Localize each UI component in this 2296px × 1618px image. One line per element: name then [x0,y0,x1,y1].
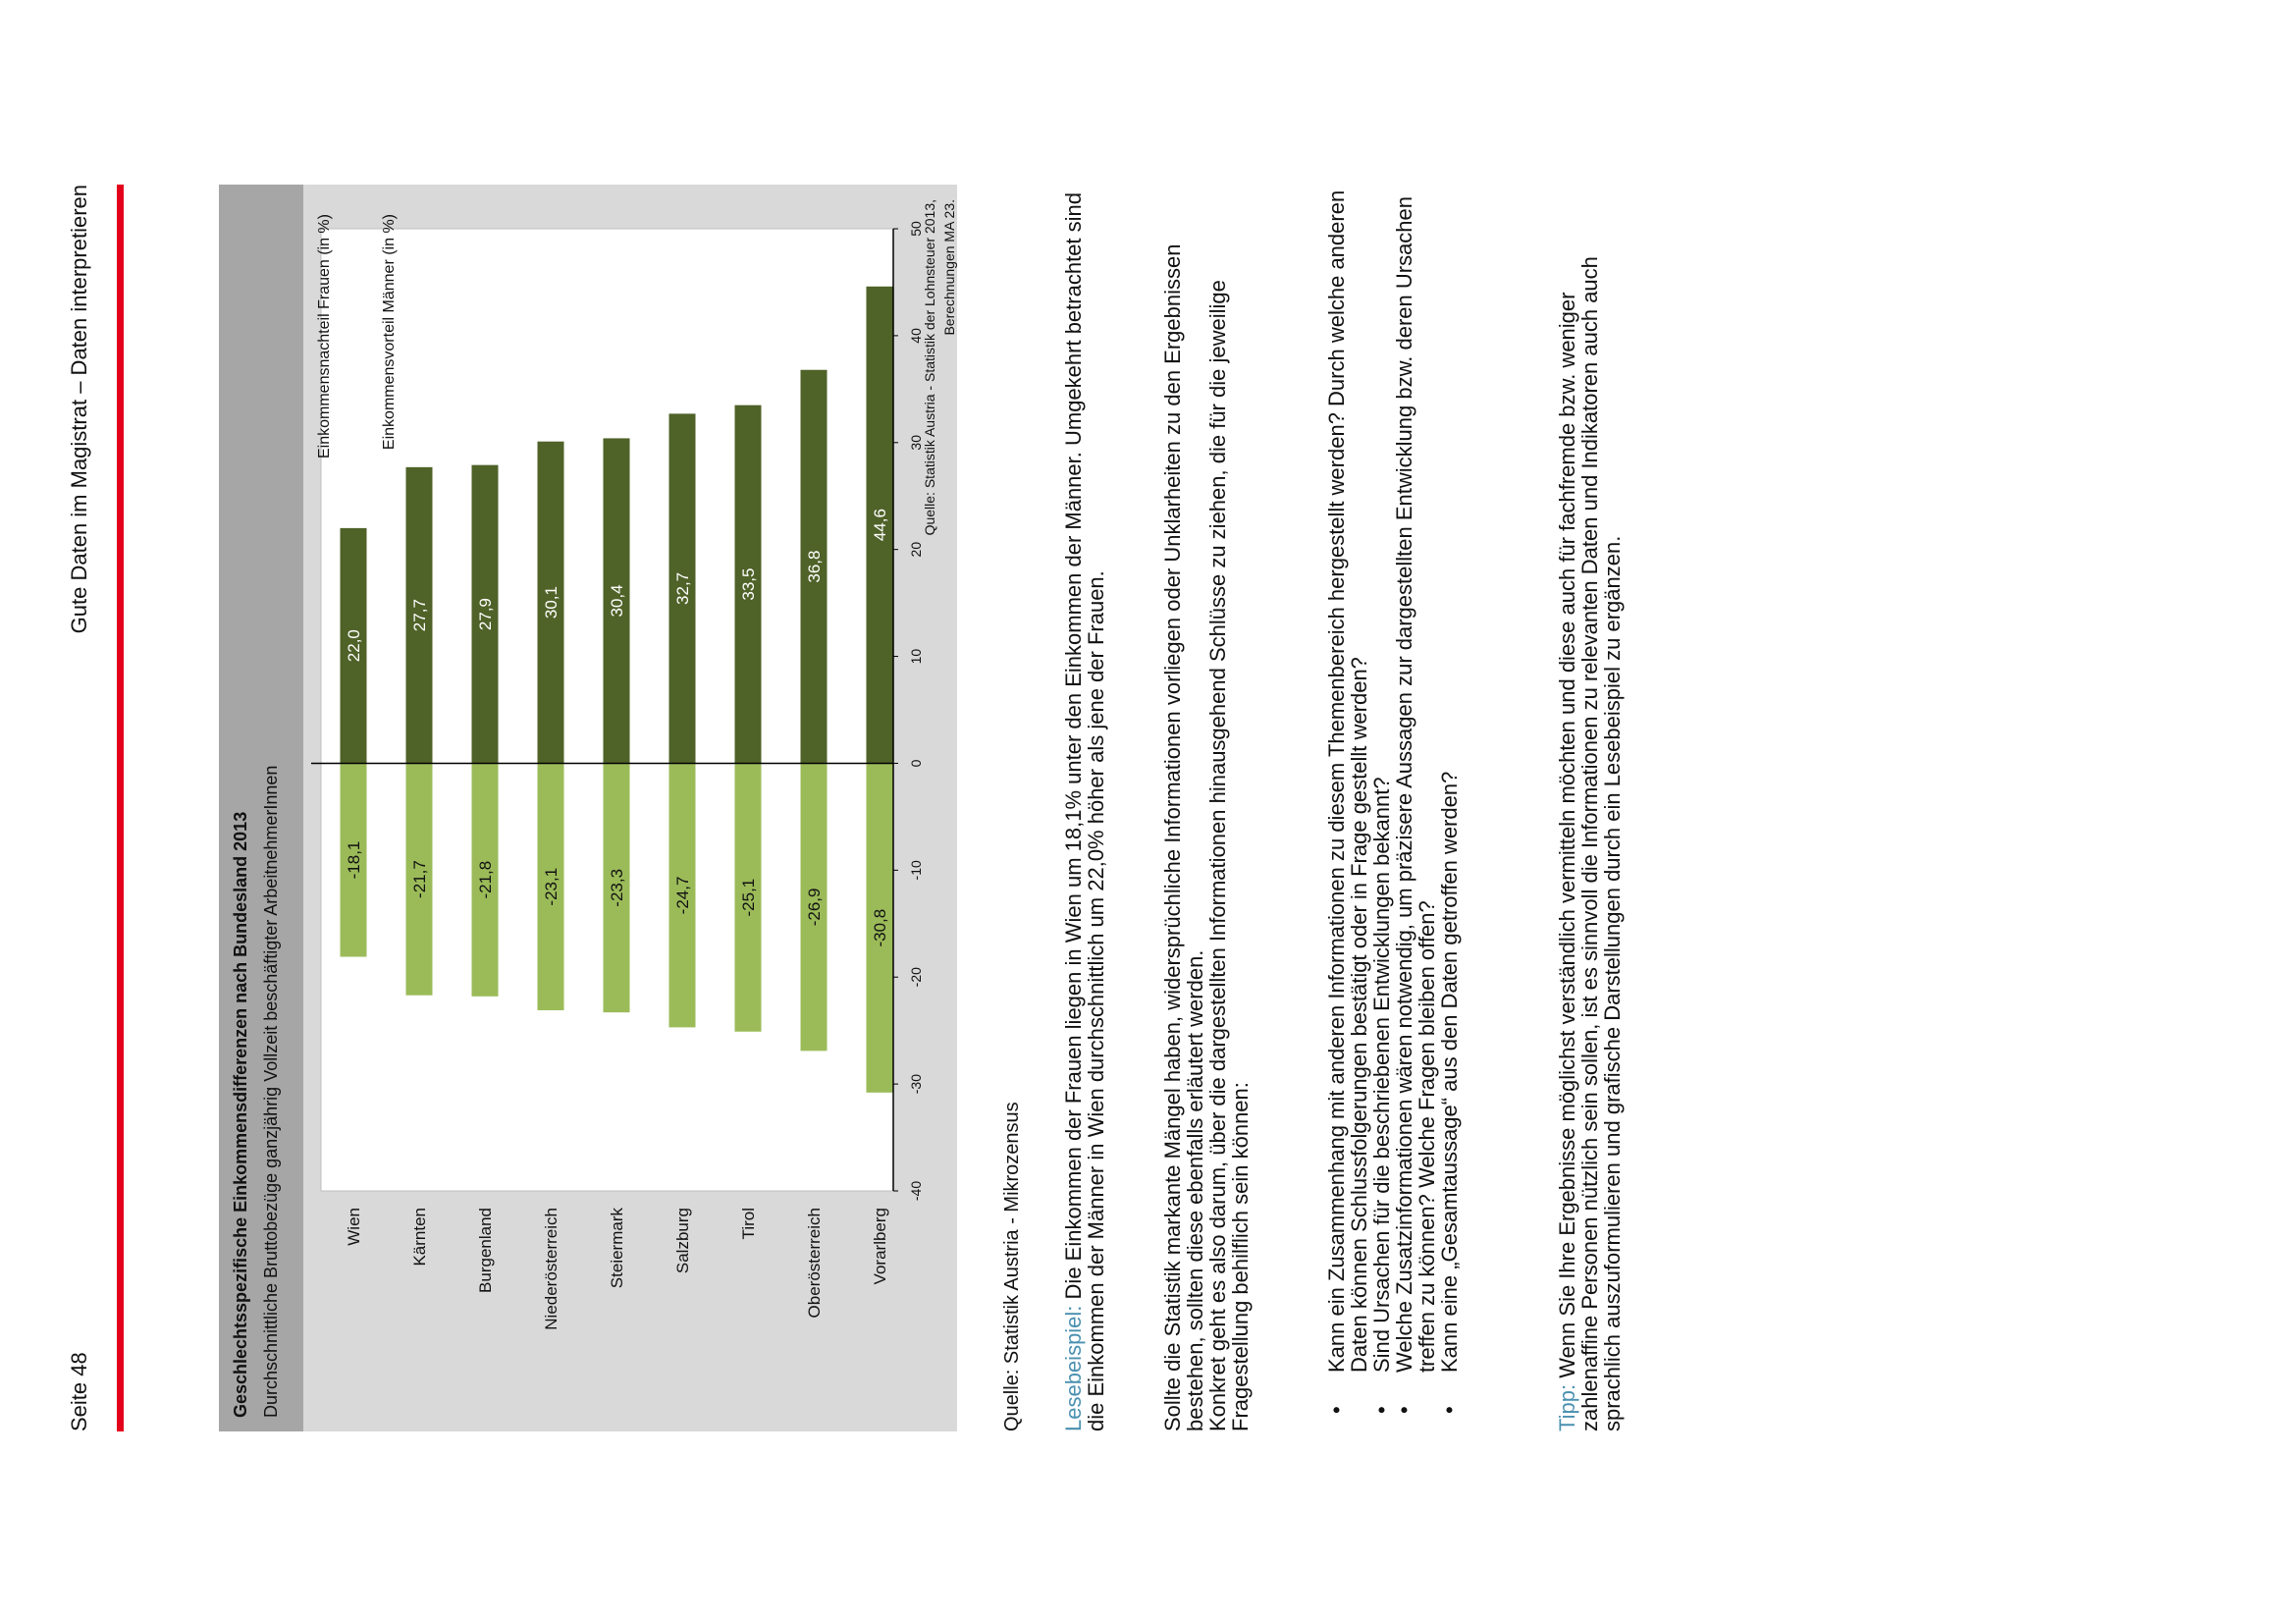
paragraph-2: Konkret geht es also darum, über die dargestellten Informationen hinausgehend Schlüsse zu ziehen, die für die jeweilige Fragestellung behilflich sein können: [1205,280,1253,1431]
data-label-male: 30,1 [542,586,561,620]
category-label: Tirol [739,1208,758,1240]
x-tick-label: 20 [908,541,924,558]
running-title: Gute Daten im Magistrat – Daten interpretieren [67,185,91,634]
data-label-male: 27,7 [410,599,429,632]
data-label-female: -24,7 [673,876,692,915]
legend-label: Einkommensnachteil Frauen (in %) [316,214,333,458]
x-tick-label: -20 [908,967,924,988]
data-label-male: 36,8 [805,550,824,583]
bar-chart [219,185,957,1431]
tip-text: Wenn Sie Ihre Ergebnisse möglichst verständlich vermitteln möchten und diese auch für fachfremde bzw. weniger zahlenaffine Personen nützlich sein sollen, ist es sinnvoll die Informationen zu relevanten Daten und Indikatoren auch auch sprachlich auszuformulieren und grafische Darstellungen durch ein Lesebeispiel zu ergänzen. [1555,256,1625,1431]
list-item: • Sind Ursachen für die beschriebenen Entwicklungen bekannt? [1370,185,1393,1431]
reading-example-text: Die Einkommen der Frauen liegen in Wien um 18,1% unter den Einkommen der Männer. Umgekehrt betrachtet sind die Einkommen der Männer in Wien durchschnittlich um 22,0% höher als jene der Frauen. [1061,191,1108,1431]
explanation-paragraph [1161,185,1252,1431]
data-label-male: 30,4 [608,584,626,618]
category-label: Steiermark [608,1208,626,1289]
page-header [67,185,106,1431]
x-tick-label: 10 [908,648,924,665]
chart-subtitle: Durchschnittliche Bruttobezüge ganzjährig Vollzeit beschäftigter ArbeitnehmerInnen [261,765,281,1418]
list-item: • Welche Zusatzinformationen wären notwendig, um präzisere Aussagen zur dargestellten Entwicklung bzw. deren Ursachen treffen zu können? Welche Fragen bleiben offen? [1393,185,1438,1431]
category-label: Oberösterreich [805,1208,824,1319]
data-label-female: -21,7 [410,860,429,898]
list-item: • Kann ein Zusammenhang mit anderen Informationen zu diesem Themenbereich hergestellt werden? Durch welche anderen Daten können Schlussfolgerungen bestätigt oder in Frage gestellt werden? [1325,185,1370,1431]
data-label-female: -23,3 [608,868,626,907]
x-tick-label: 50 [908,221,924,237]
data-label-female: -25,1 [739,878,758,917]
category-label: Vorarlberg [871,1208,889,1285]
x-tick-label: 30 [908,434,924,451]
x-tick-label: -10 [908,860,924,881]
tip-paragraph [1556,185,1624,1431]
reading-example [1062,185,1107,1431]
category-label: Wien [345,1208,363,1246]
tip-label: Tipp: [1555,1383,1579,1431]
x-tick-label: 40 [908,328,924,344]
header-rule [117,185,124,1431]
data-label-male: 32,7 [673,571,692,605]
paragraph-1: Sollte die Statistik markante Mängel haben, widersprüchliche Informationen vorliegen oder Unklarheiten zu den Ergebnissen bestehen, sollten diese ebenfalls erläutert werden. [1160,243,1207,1431]
data-label-female: -23,1 [542,867,561,906]
chart-title: Geschlechtsspezifische Einkommensdifferenzen nach Bundesland 2013 [231,811,250,1418]
data-label-female: -18,1 [345,840,363,880]
category-label: Kärnten [410,1208,429,1267]
x-tick-label: -30 [908,1073,924,1095]
data-label-male: 27,9 [476,597,495,631]
list-item: • Kann eine „Gesamtaussage“ aus den Daten getroffen werden? [1438,185,1461,1431]
chart-figure [219,185,957,1431]
category-label: Burgenland [476,1208,495,1293]
reading-example-label: Lesebeispiel: [1061,1305,1086,1431]
x-tick-label: 0 [908,759,924,768]
data-label-female: -21,8 [476,860,495,899]
category-label: Niederösterreich [542,1208,561,1330]
source-note: Quelle: Statistik Austria - Mikrozensus [1001,1102,1023,1431]
page-number: Seite 48 [67,1352,91,1431]
data-label-male: 44,6 [871,509,889,542]
chart-source: Quelle: Statistik Austria - Statistik der Lohnsteuer 2013, [922,199,937,536]
x-tick-label: -40 [908,1180,924,1202]
data-label-female: -30,8 [871,908,889,947]
data-label-female: -26,9 [805,888,824,927]
data-label-male: 33,5 [739,567,758,601]
data-label-male: 22,0 [345,629,363,663]
category-label: Salzburg [673,1208,692,1274]
chart-source: Berechnungen MA 23. [941,199,957,336]
question-list [1325,185,1461,1431]
legend-label: Einkommensvorteil Männer (in %) [381,214,398,451]
